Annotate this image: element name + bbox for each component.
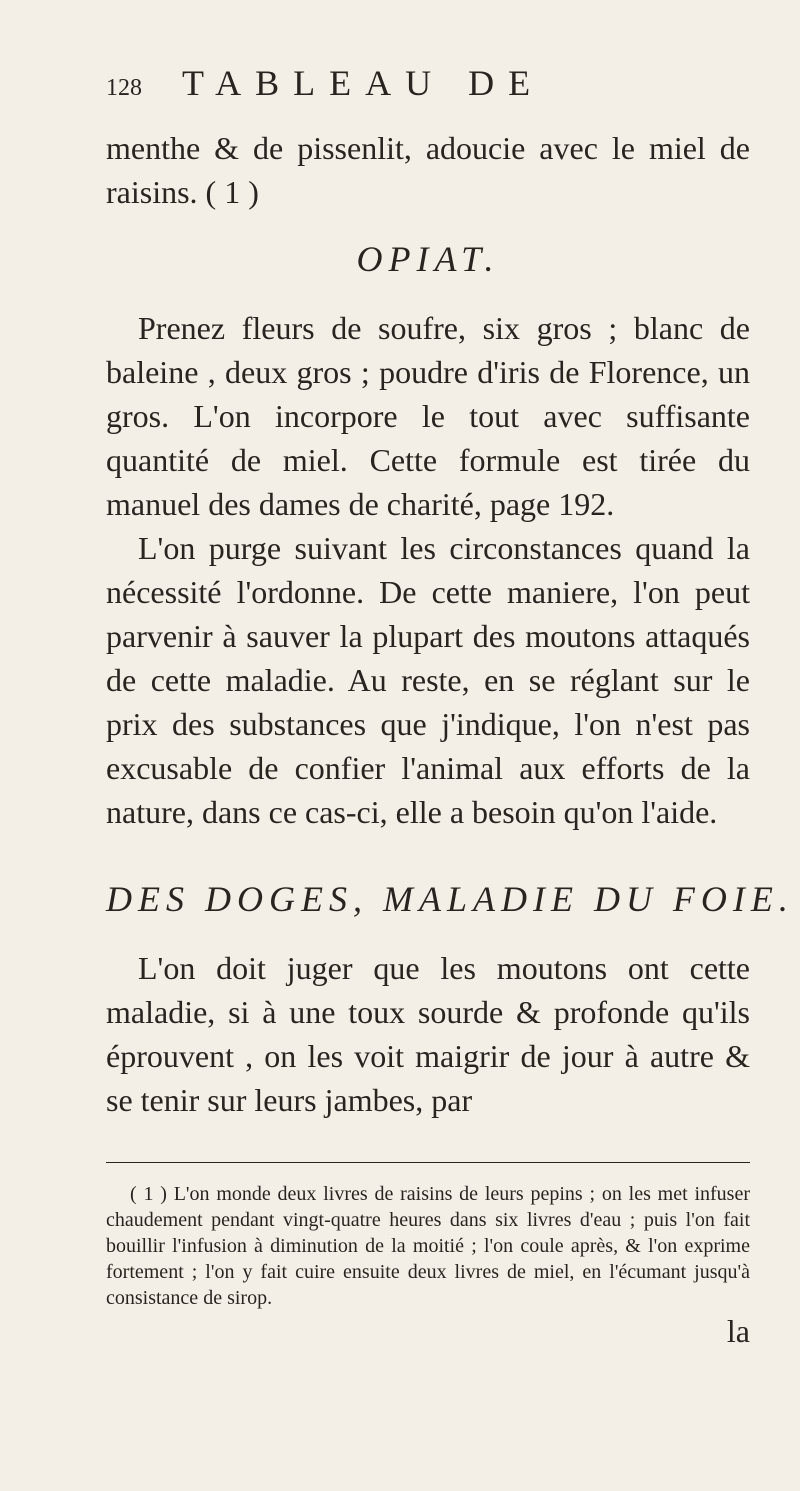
catchword: la	[726, 1313, 750, 1349]
paragraph-purge: L'on purge suivant les circonstances quand la nécessité l'ordonne. De cette maniere, l'on peut parvenir à sauver la plupart des moutons attaqués de cette maladie. Au reste, en se réglant sur le prix des substances que j'indique, l'on n'est pas excusable de confier l'animal aux efforts de la nature, dans ce cas-ci, elle a besoin qu'on l'aide.	[106, 530, 750, 830]
heading-doges: DES DOGES, MALADIE DU FOIE.	[106, 879, 794, 919]
paragraph-doges: L'on doit juger que les moutons ont cette maladie, si à une toux sourde & profonde qu'ils éprouvent , on les voit maigrir de jour à autre & se tenir sur leurs jambes, par	[106, 950, 750, 1118]
paragraph-opiat: Prenez fleurs de soufre, six gros ; blanc de baleine , deux gros ; poudre d'iris de Florence, un gros. L'on incorpore le tout avec suffisante quantité de miel. Cette formule est tirée du manuel des dames de charité, page 192.	[106, 310, 750, 522]
page-number: 128	[106, 75, 142, 101]
paragraph-intro: menthe & de pissenlit, adoucie avec le miel de raisins. ( 1 )	[106, 130, 750, 210]
running-title: TABLEAU DE	[182, 63, 545, 103]
page-header	[106, 62, 750, 104]
footnote-divider	[106, 1162, 750, 1163]
footnote: ( 1 ) L'on monde deux livres de raisins de leurs pepins ; on les met infuser chaudement pendant vingt-quatre heures dans six livres d'eau ; puis l'on fait bouillir l'infusion à diminution de la moitié ; l'on coule après, & l'on exprime fortement ; l'on y fait cuire ensuite deux livres de miel, en l'écumant jusqu'à consistance de sirop.	[106, 1183, 750, 1309]
heading-opiat: OPIAT.	[356, 239, 500, 279]
